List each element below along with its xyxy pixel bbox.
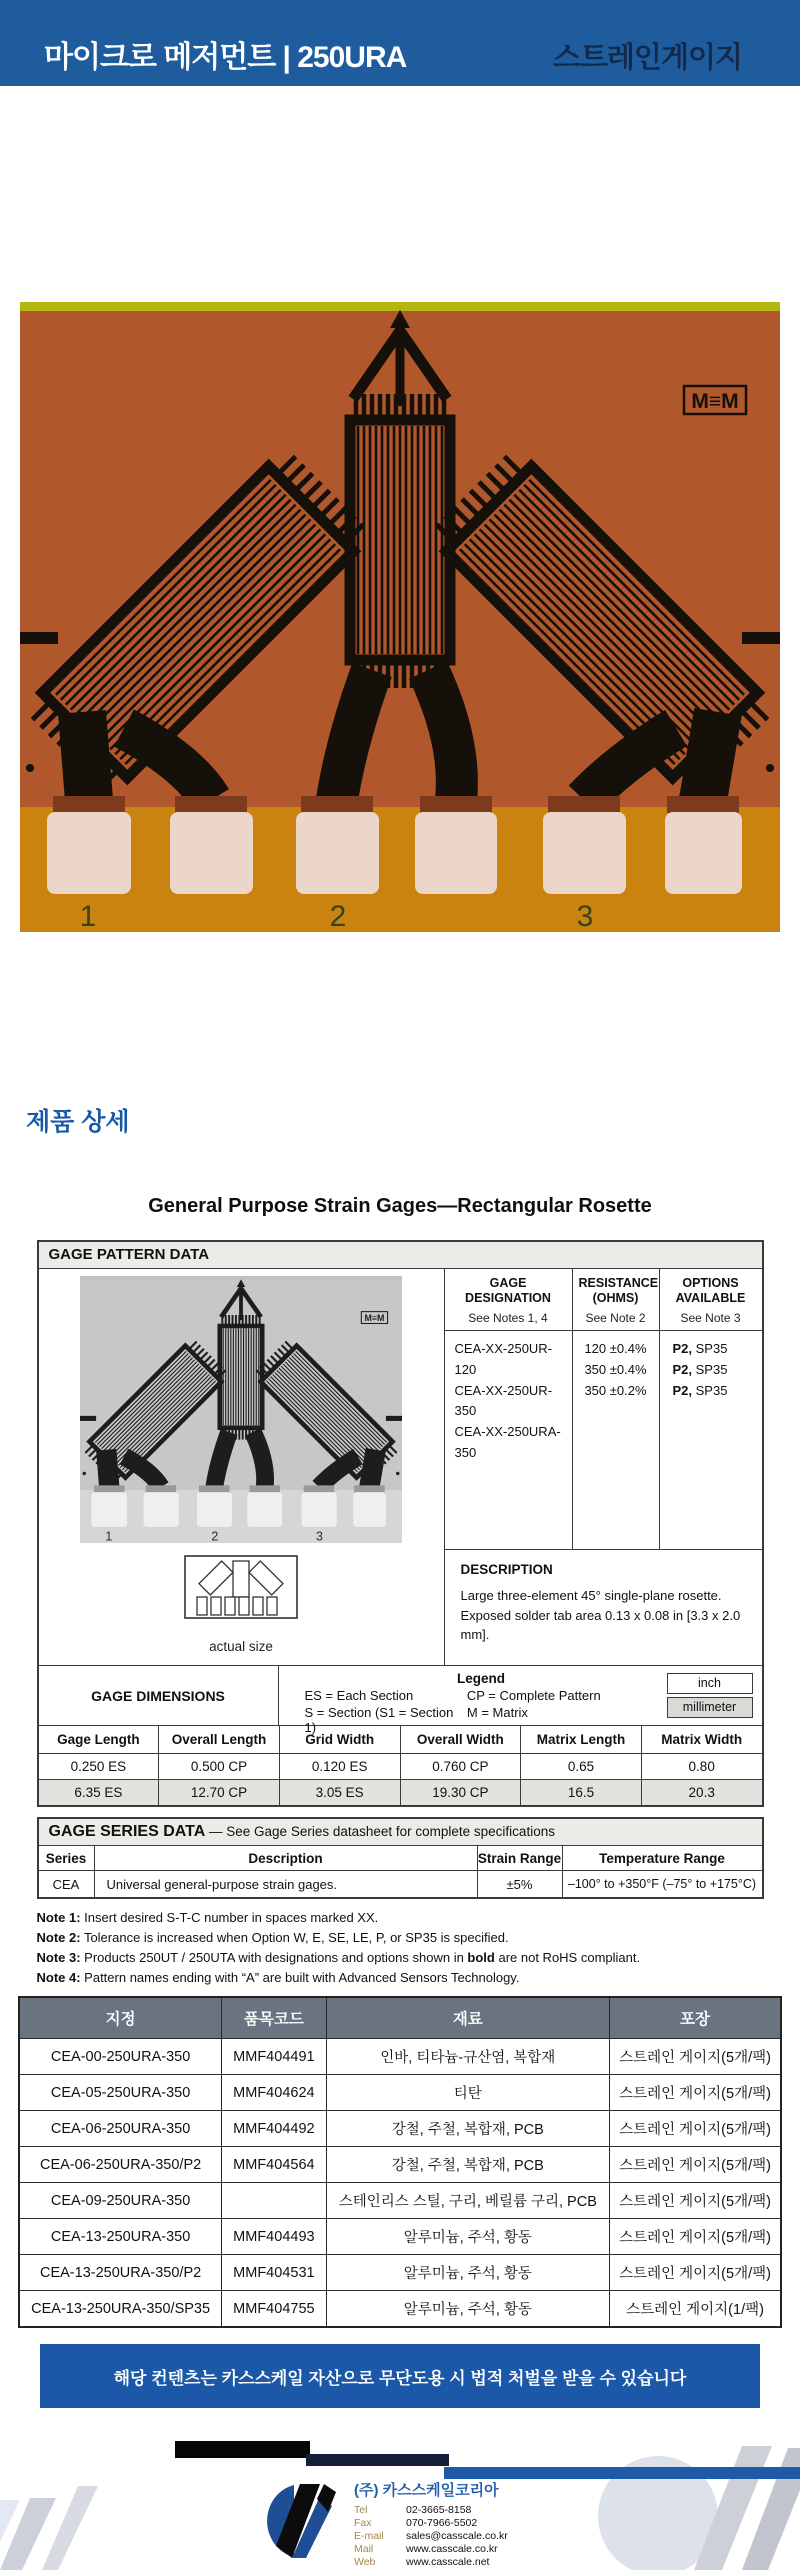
cell-material: 인바, 티타늄-규산염, 복합재 bbox=[326, 2039, 609, 2075]
legend-item: ES = Each Section bbox=[304, 1688, 414, 1703]
cell-packaging: 스트레인 게이지(5개/팩) bbox=[610, 2255, 781, 2291]
spec-col-header: GAGE DESIGNATION bbox=[465, 1276, 551, 1305]
cell-material: 알루미늄, 주석, 황동 bbox=[326, 2219, 609, 2255]
cell-item-code: MMF404491 bbox=[222, 2039, 326, 2075]
legend-item: CP = Complete Pattern bbox=[466, 1688, 601, 1703]
cell-packaging: 스트레인 게이지(5개/팩) bbox=[610, 2075, 781, 2111]
cell-designation: CEA-00-250URA-350 bbox=[19, 2039, 222, 2075]
watermark-left bbox=[0, 2480, 150, 2570]
resistance-value: 350 ±0.2% bbox=[584, 1382, 647, 1398]
unit-millimeter: millimeter bbox=[667, 1697, 753, 1718]
dim-value: 0.80 bbox=[688, 1759, 715, 1774]
strain-gage-photo-color bbox=[20, 302, 780, 932]
col-designation: 지정 bbox=[19, 1997, 222, 2039]
dim-col-header: Overall Width bbox=[401, 1726, 522, 1753]
contact-row-mail bbox=[354, 2543, 508, 2556]
cell-item-code bbox=[222, 2183, 326, 2219]
contact-label: Mail bbox=[354, 2543, 374, 2555]
cell-item-code: MMF404755 bbox=[222, 2291, 326, 2328]
series-data-row bbox=[39, 1871, 762, 1897]
datasheet-notes bbox=[37, 1908, 764, 1988]
spec-col-note: See Note 3 bbox=[680, 1311, 741, 1325]
deco-bar-blue bbox=[444, 2467, 800, 2479]
note-2: Note 2: Tolerance is increased when Option W, E, SE, LE, P, or SP35 is specified. bbox=[36, 1930, 509, 1945]
resistance-value: 120 ±0.4% bbox=[584, 1341, 647, 1356]
table-row bbox=[19, 2039, 781, 2075]
gage-pattern-data-header: GAGE PATTERN DATA bbox=[39, 1242, 762, 1269]
contact-row-email bbox=[354, 2530, 508, 2543]
table-row bbox=[19, 2291, 781, 2328]
watermark-right bbox=[590, 2438, 800, 2570]
description-text: Large three-element 45° single-plane rosette. Exposed solder tab area 0.13 x 0.08 in [3.3 x 2.0 mm]. bbox=[460, 1588, 741, 1642]
cell-designation: CEA-13-250URA-350/SP35 bbox=[19, 2291, 222, 2328]
contact-row-tel bbox=[354, 2504, 508, 2517]
cell-material: 강철, 주철, 복합재, PCB bbox=[326, 2111, 609, 2147]
company-logo bbox=[262, 2482, 336, 2560]
strain-gage-photo-grayscale bbox=[80, 1276, 402, 1543]
section-title: 제품 상세 bbox=[26, 1108, 130, 1136]
note-4: Note 4: Pattern names ending with “A” are built with Advanced Sensors Technology. bbox=[36, 1970, 520, 1985]
gage-spec-table bbox=[445, 1269, 762, 1549]
table-row bbox=[19, 2147, 781, 2183]
cell-packaging: 스트레인 게이지(1/팩) bbox=[610, 2291, 781, 2328]
contact-label: Fax bbox=[354, 2517, 372, 2529]
options-value: P2, SP35 bbox=[672, 1361, 728, 1377]
dim-value: 6.35 ES bbox=[39, 1780, 160, 1805]
unit-boxes bbox=[667, 1673, 753, 1721]
gage-series-data-box bbox=[37, 1817, 764, 1899]
legend-title: Legend bbox=[456, 1671, 505, 1686]
cell-item-code: MMF404492 bbox=[222, 2111, 326, 2147]
cell-designation: CEA-13-250URA-350/P2 bbox=[19, 2255, 222, 2291]
contact-label: E-mail bbox=[354, 2530, 384, 2542]
legend-row bbox=[39, 1665, 762, 1735]
table-row bbox=[19, 2255, 781, 2291]
cell-designation: CEA-06-250URA-350 bbox=[19, 2111, 222, 2147]
cell-item-code: MMF404531 bbox=[222, 2255, 326, 2291]
description-box bbox=[445, 1549, 762, 1665]
spec-col-note: See Note 2 bbox=[585, 1311, 646, 1325]
company-name: (주) 카스스케일코리아 bbox=[354, 2482, 499, 2499]
cell-item-code: MMF404493 bbox=[222, 2219, 326, 2255]
dim-value: 0.760 CP bbox=[401, 1754, 522, 1779]
table-row bbox=[19, 2219, 781, 2255]
contact-value: www.casscale.net bbox=[406, 2556, 490, 2568]
legend-cell bbox=[279, 1666, 762, 1735]
product-table-header-row bbox=[19, 1997, 781, 2039]
options-value: P2, SP35 bbox=[672, 1382, 728, 1398]
cell-packaging: 스트레인 게이지(5개/팩) bbox=[610, 2147, 781, 2183]
cell-material: 스테인리스 스틸, 구리, 베릴륨 구리, PCB bbox=[326, 2183, 609, 2219]
page-title: 마이크로 메저먼트 | 250URA bbox=[44, 41, 407, 74]
footer-content bbox=[262, 2482, 508, 2569]
contact-label: Tel bbox=[354, 2504, 368, 2516]
table-row bbox=[19, 2111, 781, 2147]
series-value: Universal general-purpose strain gages. bbox=[95, 1871, 478, 1897]
spec-col-note: See Notes 1, 4 bbox=[468, 1311, 548, 1325]
product-category-label: 스트레인게이지 bbox=[552, 42, 742, 74]
dim-col-header: Grid Width bbox=[280, 1726, 401, 1753]
actual-size-drawing bbox=[179, 1553, 303, 1633]
cell-item-code: MMF404564 bbox=[222, 2147, 326, 2183]
product-photo bbox=[20, 302, 780, 932]
dim-value: 19.30 CP bbox=[401, 1780, 522, 1805]
dimensions-mm-row bbox=[39, 1779, 762, 1805]
copyright-notice-text: 해당 컨텐츠는 카스스케일 자산으로 무단도용 시 법적 처벌을 받을 수 있습니다 bbox=[113, 2368, 687, 2388]
dimensions-inch-row bbox=[39, 1753, 762, 1779]
col-material: 재료 bbox=[326, 1997, 609, 2039]
table-row bbox=[19, 2183, 781, 2219]
page-header bbox=[0, 0, 800, 86]
cell-designation: CEA-13-250URA-350 bbox=[19, 2219, 222, 2255]
gage-designation: CEA-XX-250URA-350 bbox=[454, 1424, 561, 1460]
deco-bar-black bbox=[175, 2441, 310, 2458]
legend-item: S = Section (S1 = Section 1) bbox=[304, 1705, 454, 1735]
dim-col-header: Gage Length bbox=[39, 1726, 160, 1753]
gage-dimensions-label: GAGE DIMENSIONS bbox=[39, 1666, 279, 1725]
dim-value: 0.65 bbox=[521, 1754, 642, 1779]
cell-material: 알루미늄, 주석, 황동 bbox=[326, 2255, 609, 2291]
product-table bbox=[18, 1996, 782, 2328]
cell-designation: CEA-06-250URA-350/P2 bbox=[19, 2147, 222, 2183]
series-col-header: Strain Range bbox=[478, 1846, 563, 1870]
pattern-photo-pane bbox=[39, 1269, 445, 1665]
cell-designation: CEA-09-250URA-350 bbox=[19, 2183, 222, 2219]
contact-value: sales@casscale.co.kr bbox=[406, 2530, 508, 2542]
deco-bar-navy bbox=[306, 2454, 449, 2466]
footer-zone bbox=[0, 2438, 800, 2570]
copyright-notice-banner bbox=[40, 2344, 760, 2408]
dim-value: 0.500 CP bbox=[159, 1754, 280, 1779]
contact-label: Web bbox=[354, 2556, 376, 2568]
dim-col-header: Overall Length bbox=[159, 1726, 280, 1753]
note-3: Note 3: Products 250UT / 250UTA with designations and options shown in bold are not RoHS compliant. bbox=[36, 1950, 641, 1965]
dim-value: 0.250 ES bbox=[39, 1754, 160, 1779]
description-title: DESCRIPTION bbox=[460, 1562, 553, 1577]
contact-value: 070-7966-5502 bbox=[406, 2517, 478, 2529]
gage-pattern-data-box bbox=[37, 1240, 764, 1807]
cell-designation: CEA-05-250URA-350 bbox=[19, 2075, 222, 2111]
gage-series-data-header: GAGE SERIES DATA — See Gage Series datasheet for complete specifications bbox=[39, 1819, 762, 1846]
col-packaging: 포장 bbox=[610, 1997, 781, 2039]
datasheet-title: General Purpose Strain Gages—Rectangular Rosette bbox=[148, 1195, 652, 1217]
dim-value: 0.120 ES bbox=[280, 1754, 401, 1779]
series-header-row bbox=[39, 1846, 762, 1871]
unit-inch: inch bbox=[667, 1673, 753, 1694]
legend-item: M = Matrix bbox=[466, 1705, 528, 1720]
cell-item-code: MMF404624 bbox=[222, 2075, 326, 2111]
spec-col-header: OPTIONS AVAILABLE bbox=[675, 1276, 746, 1305]
col-item-code: 품목코드 bbox=[222, 1997, 326, 2039]
cell-packaging: 스트레인 게이지(5개/팩) bbox=[610, 2183, 781, 2219]
options-value: P2, SP35 bbox=[672, 1341, 728, 1356]
dim-col-header: Matrix Width bbox=[661, 1732, 743, 1747]
cell-packaging: 스트레인 게이지(5개/팩) bbox=[610, 2039, 781, 2075]
gage-designation: CEA-XX-250UR-120 bbox=[454, 1341, 553, 1377]
table-row bbox=[19, 2075, 781, 2111]
series-col-header: Temperature Range bbox=[599, 1850, 725, 1866]
contact-row-web bbox=[354, 2556, 508, 2569]
cell-packaging: 스트레인 게이지(5개/팩) bbox=[610, 2111, 781, 2147]
dim-value: 12.70 CP bbox=[159, 1780, 280, 1805]
cell-material: 강철, 주철, 복합재, PCB bbox=[326, 2147, 609, 2183]
dim-value: 16.5 bbox=[521, 1780, 642, 1805]
dim-col-header: Matrix Length bbox=[521, 1726, 642, 1753]
series-col-header: Description bbox=[95, 1846, 478, 1870]
contact-value: www.casscale.co.kr bbox=[406, 2543, 498, 2555]
series-value: ±5% bbox=[478, 1871, 563, 1897]
actual-size-caption: actual size bbox=[209, 1639, 273, 1654]
dim-value: 20.3 bbox=[688, 1785, 715, 1800]
series-col-header: Series bbox=[39, 1846, 95, 1870]
contact-row-fax bbox=[354, 2517, 508, 2530]
note-1: Note 1: Insert desired S-T-C number in spaces marked XX. bbox=[36, 1910, 379, 1925]
gage-designation: CEA-XX-250UR-350 bbox=[454, 1382, 553, 1419]
cell-material: 티탄 bbox=[326, 2075, 609, 2111]
cell-packaging: 스트레인 게이지(5개/팩) bbox=[610, 2219, 781, 2255]
series-value: –100° to +350°F (–75° to +175°C) bbox=[567, 1877, 757, 1891]
cell-material: 알루미늄, 주석, 황동 bbox=[326, 2291, 609, 2328]
resistance-value: 350 ±0.4% bbox=[584, 1361, 647, 1377]
series-value: CEA bbox=[39, 1871, 95, 1897]
contact-value: 02-3665-8158 bbox=[406, 2504, 472, 2516]
dim-value: 3.05 ES bbox=[280, 1780, 401, 1805]
spec-col-header: RESISTANCE (OHMS) bbox=[578, 1276, 659, 1305]
